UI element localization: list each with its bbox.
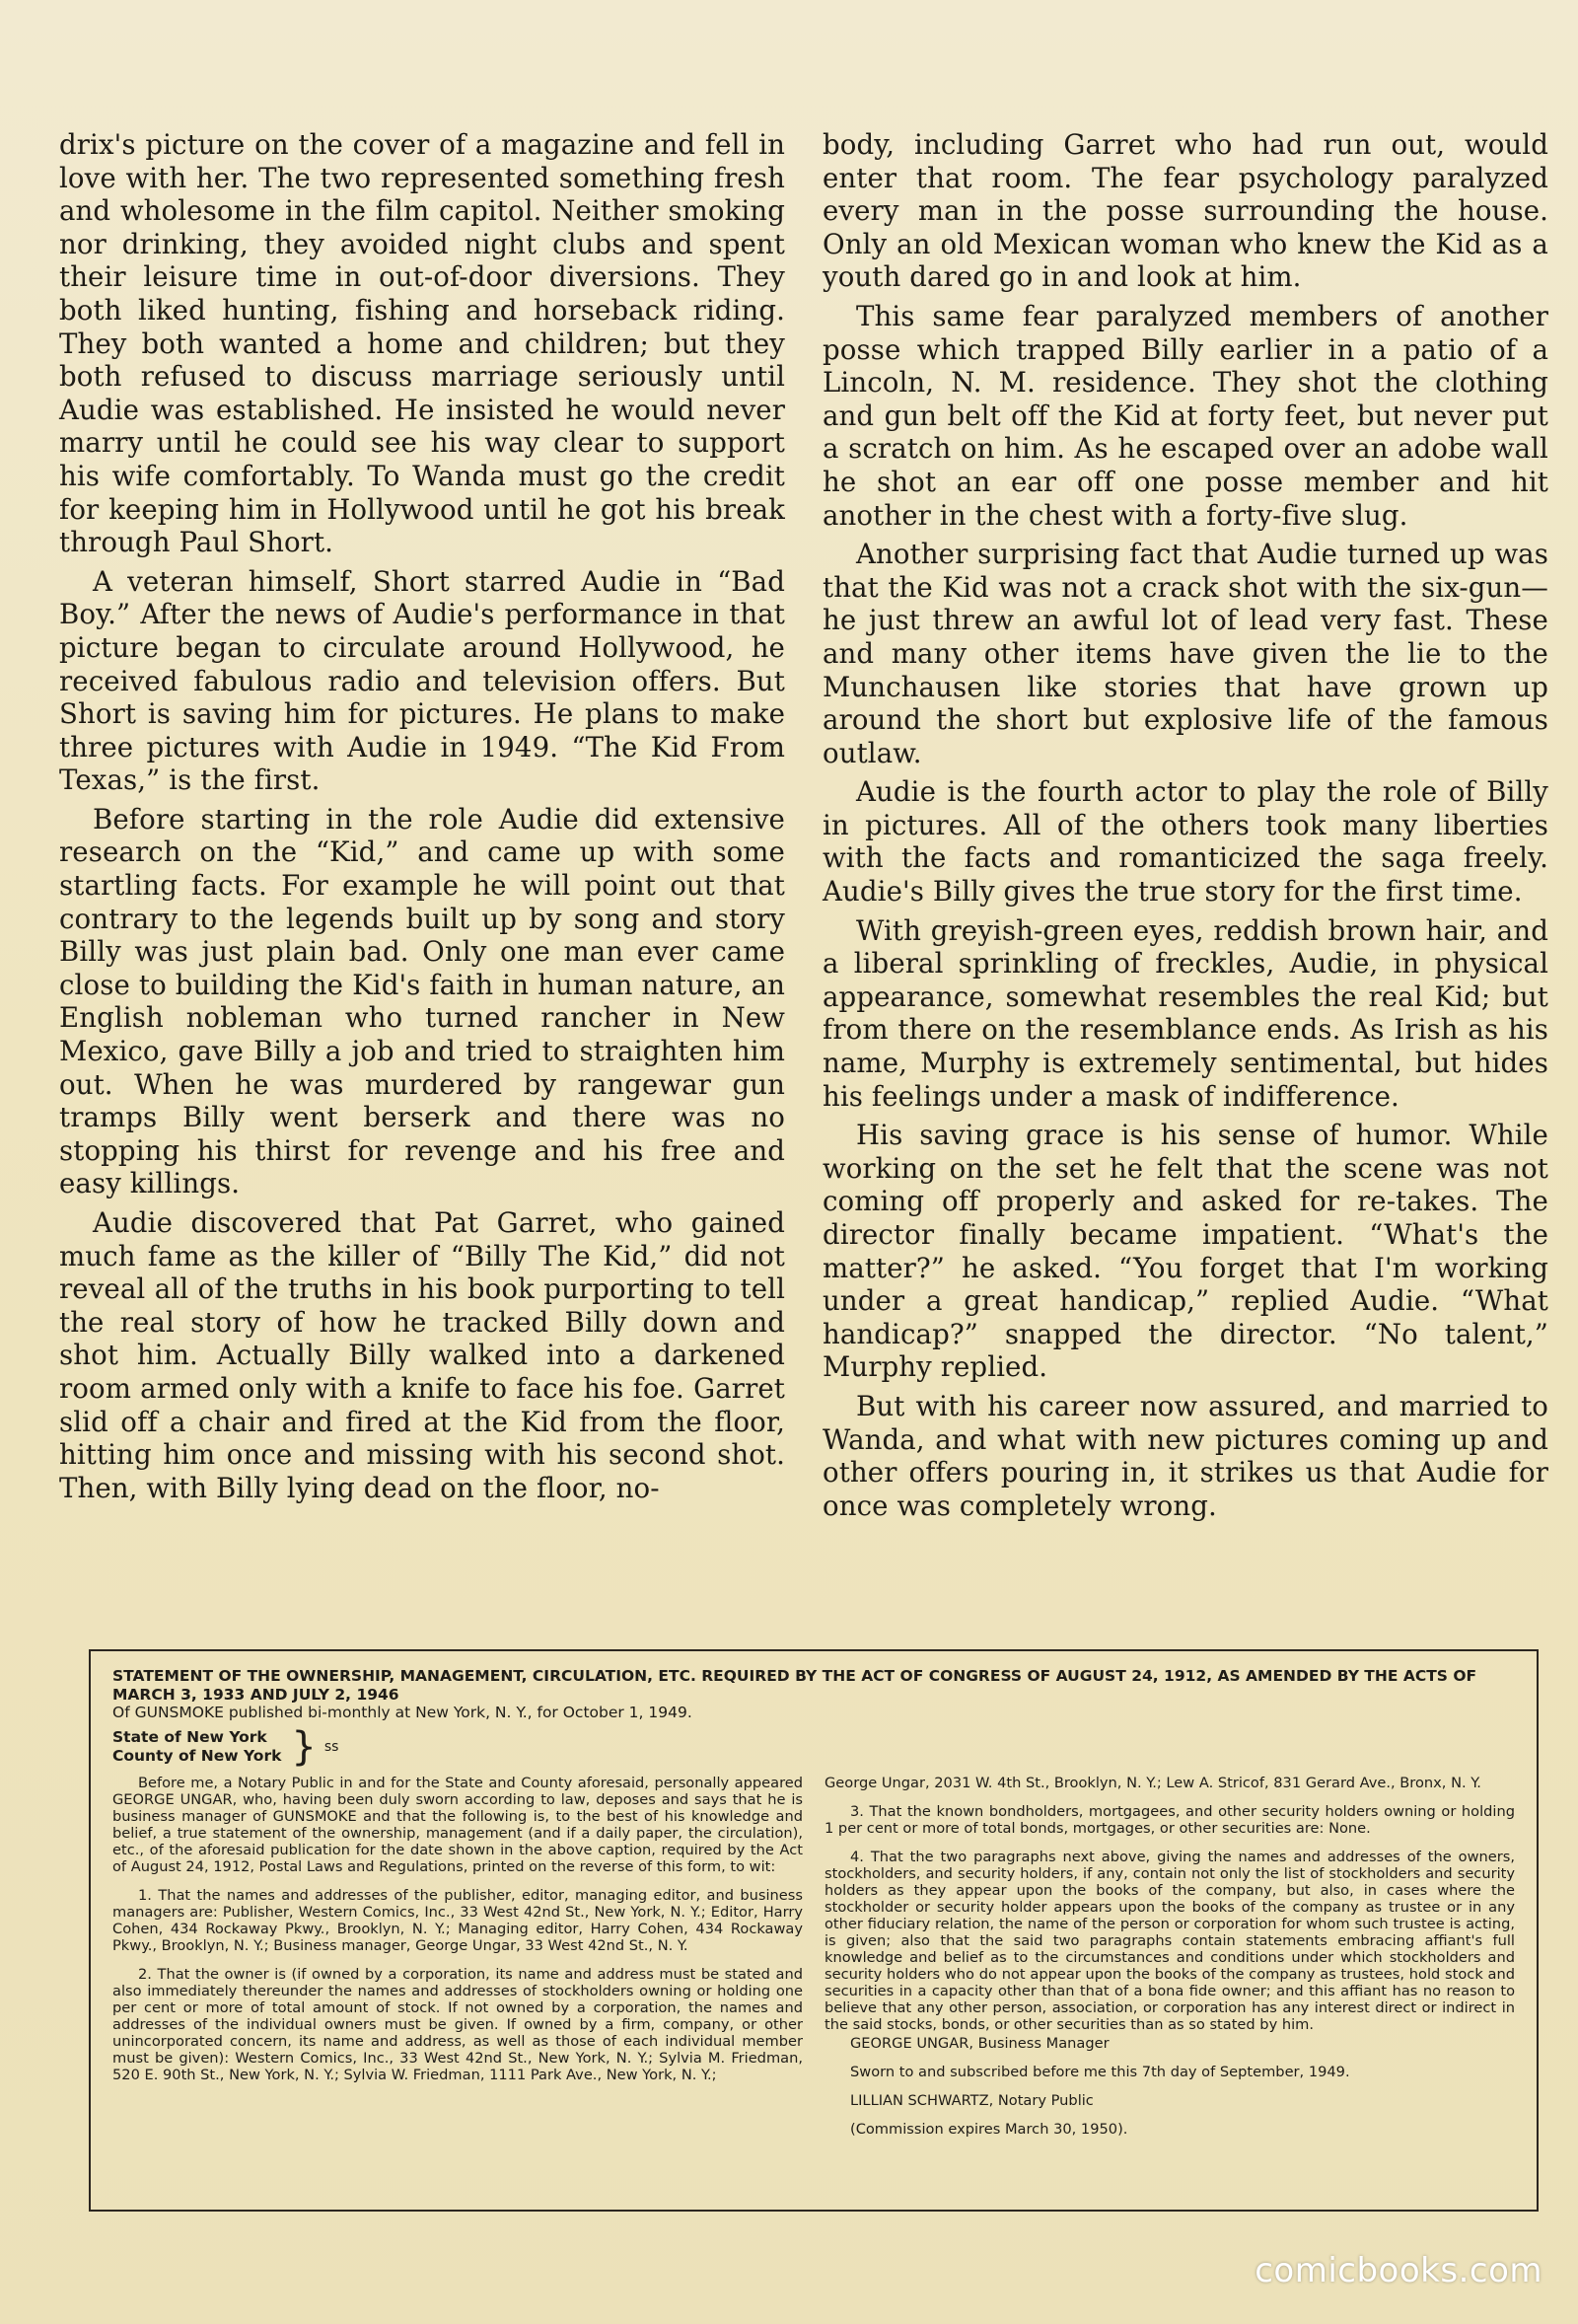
statement-paragraph: 4. That the two paragraphs next above, giving the names and addresses of the owners, stockholders, and security holders, if any, contain not only the list of stockholders and security holders as they appear upon the books of the company, but also, in cases where the stockholder or security holder appears upon the books of the company as trustee or in any other fiduciary relation, the name of the person or corporation for whom such trustee is acting, is given; also that the said two paragraphs contain statements embracing affiant's full knowledge and belief as to the circumstances and conditions under which stockholders and security holders who do not appear upon the books of the company as trustees, hold stock and securities in a capacity other than that of a bona fide owner; and this affiant has no reason to believe that any other person, association, or corporation has any interest direct or indirect in the said stocks, bonds, or other securities than as so stated by him. [825, 1849, 1515, 2033]
venue-ss: ss [323, 1738, 339, 1755]
site-watermark: comicbooks.com [1255, 2251, 1542, 2290]
venue-state: State of New York [112, 1728, 267, 1746]
statement-paragraph: 2. That the owner is (if owned by a corporation, its name and address must be stated and also immediately thereunder the names and addresses of stockholders owning or holding one per cent or more of total amount of stock. If not owned by a corporation, the names and addresses of the individual owners must be given. If owned by a firm, company, or other unincorporated concern, its name and address, as well as those of each individual member must be given): Western Comics, Inc., 33 West 42nd St., New York, N. Y.; Sylvia M. Friedman, 520 E. 90th St., New York, N. Y.; Sylvia W. Friedman, 1111 Park Ave., New York, N. Y.; [112, 1966, 803, 2083]
article-paragraph: Another surprising fact that Audie turned up was that the Kid was not a crack shot with the six-gun—he just threw an awful lot of lead very fast. These and many other items have given the lie to the Munchausen like stories that have grown up around the short but explosive life of the famous outlaw. [823, 538, 1548, 769]
venue-lines [112, 1728, 281, 1766]
statement-publication: Of GUNSMOKE published bi-monthly at New York, N. Y., for October 1, 1949. [112, 1704, 692, 1721]
article-paragraph: Audie discovered that Pat Garret, who gained much fame as the killer of “Billy The Kid,” did not reveal all of the truths in his book purporting to tell the real story of how he tracked Billy down and shot him. Actually Billy walked into a darkened room armed only with a knife to face his foe. Garret slid off a chair and fired at the Kid from the floor, hitting him once and missing with his second shot. Then, with Billy lying dead on the floor, no- [59, 1206, 785, 1504]
statement-signature: GEORGE UNGAR, Business Manager [850, 2035, 1110, 2052]
statement-heading: STATEMENT OF THE OWNERSHIP, MANAGEMENT, CIRCULATION, ETC. REQUIRED BY THE ACT OF CONGRESS OF AUGUST 24, 1912, AS AMENDED BY THE ACTS OF MARCH 3, 1933 AND JULY 2, 1946 [112, 1667, 1477, 1704]
article-paragraph: But with his career now assured, and married to Wanda, and what with new pictures coming up and other offers pouring in, it strikes us that Audie for once was completely wrong. [823, 1389, 1548, 1522]
article-paragraph: Audie is the fourth actor to play the role of Billy in pictures. All of the others took many liberties with the facts and romanticized the saga freely. Audie's Billy gives the true story for the first time. [823, 775, 1548, 908]
article-left-column [59, 128, 785, 1628]
statement-venue [112, 1724, 1515, 1770]
article-paragraph: A veteran himself, Short starred Audie in “Bad Boy.” After the news of Audie's performance in that picture began to circulate around Hollywood, he received fabulous radio and television offers. But Short is saving him for pictures. He plans to make three pictures with Audie in 1949. “The Kid From Texas,” is the first. [59, 564, 785, 797]
article-paragraph: With greyish-green eyes, reddish brown hair, and a liberal sprinkling of freckles, Audie, in physical appearance, somewhat resembles the real Kid; but from there on the resemblance ends. As Irish as his name, Murphy is extremely sentimental, but hides his feelings under a mask of indifference. [823, 913, 1548, 1113]
article-paragraph: This same fear paralyzed members of another posse which trapped Billy earlier in a patio of a Lincoln, N. M. residence. They shot the clothing and gun belt off the Kid at forty feet, but never put a scratch on him. As he escaped over an adobe wall he shot an ear off one posse member and hit another in the chest with a forty-five slug. [823, 299, 1548, 532]
statement-paragraph: George Ungar, 2031 W. 4th St., Brooklyn, N. Y.; Lew A. Stricof, 831 Gerard Ave., Bronx, N. Y. [825, 1775, 1481, 1791]
statement-columns [112, 1775, 1515, 2149]
statement-paragraph: Before me, a Notary Public in and for the State and County aforesaid, personally appeared GEORGE UNGAR, who, having been duly sworn according to law, deposes and says that he is business manager of GUNSMOKE and that the following is, to the best of his knowledge and belief, a true statement of the ownership, management (and if a daily paper, the circulation), etc., of the aforesaid publication for the date shown in the above caption, required by the Act of August 24, 1912, Postal Laws and Regulations, printed on the reverse of this form, to wit: [112, 1775, 803, 1875]
brace-glyph: } [291, 1724, 317, 1770]
statement-commission: (Commission expires March 30, 1950). [850, 2121, 1128, 2138]
statement-sworn: Sworn to and subscribed before me this 7th day of September, 1949. [850, 2064, 1350, 2080]
article-right-column [823, 128, 1548, 1628]
article-paragraph: Before starting in the role Audie did extensive research on the “Kid,” and came up with some startling facts. For example he will point out that contrary to the legends built up by song and story Billy was just plain bad. Only one man ever came close to building the Kid's faith in human nature, an English nobleman who turned rancher in New Mexico, gave Billy a job and tried to straighten him out. When he was murdered by rangewar gun tramps Billy went berserk and there was no stopping his thirst for revenge and his free and easy killings. [59, 802, 785, 1200]
statement-right-column [825, 1775, 1515, 2149]
statement-paragraph: 3. That the known bondholders, mortgagees, and other security holders owning or holding 1 per cent or more of total bonds, mortgages, or other securities are: None. [825, 1803, 1515, 1837]
venue-county: County of New York [112, 1747, 282, 1765]
article-columns [59, 128, 1548, 1628]
statement-paragraph: 1. That the names and addresses of the publisher, editor, managing editor, and business managers are: Publisher, Western Comics, Inc., 33 West 42nd St., New York, N. Y.; Editor, Harry Cohen, 434 Rockaway Pkwy., Brooklyn, N. Y.; Managing editor, Harry Cohen, 434 Rockaway Pkwy., Brooklyn, N. Y.; Business manager, George Ungar, 33 West 42nd St., N. Y. [112, 1887, 803, 1954]
statement-notary: LILLIAN SCHWARTZ, Notary Public [850, 2092, 1094, 2109]
article-paragraph: body, including Garret who had run out, would enter that room. The fear psychology paralyzed every man in the posse surrounding the house. Only an old Mexican woman who knew the Kid as a youth dared go in and look at him. [823, 128, 1548, 294]
ownership-statement-box [89, 1649, 1539, 2212]
statement-left-column [112, 1775, 803, 2149]
article-paragraph: drix's picture on the cover of a magazine and fell in love with her. The two represented something fresh and wholesome in the film capitol. Neither smoking nor drinking, they avoided night clubs and spent their leisure time in out-of-door diversions. They both liked hunting, fishing and horseback riding. They both wanted a home and children; but they both refused to discuss marriage seriously until Audie was established. He insisted he would never marry until he could see his way clear to support his wife comfortably. To Wanda must go the credit for keeping him in Hollywood until he got his break through Paul Short. [59, 128, 785, 559]
article-paragraph: His saving grace is his sense of humor. While working on the set he felt that the scene was not coming off properly and asked for re-takes. The director finally became impatient. “What's the matter?” he asked. “You forget that I'm working under a great handicap,” replied Audie. “What handicap?” snapped the director. “No talent,” Murphy replied. [823, 1119, 1548, 1384]
